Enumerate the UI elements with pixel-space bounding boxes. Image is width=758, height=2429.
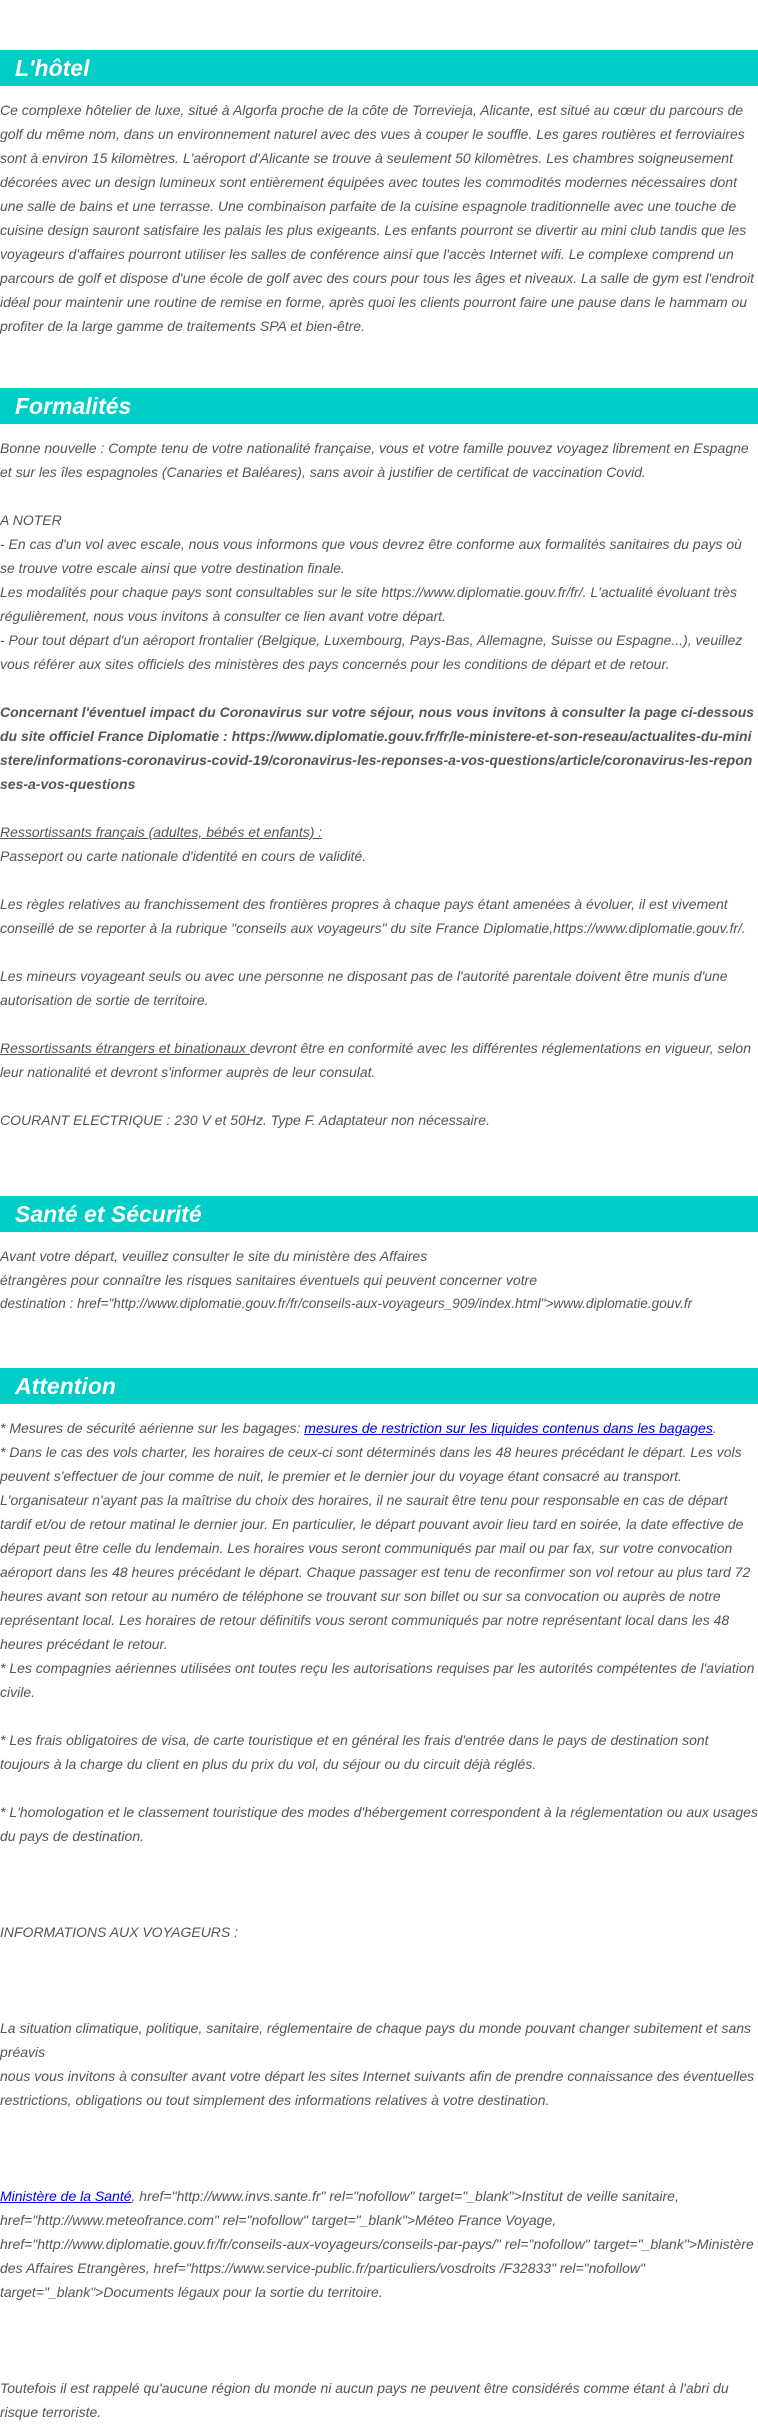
section-header-sante (0, 1196, 758, 1232)
sites-links-rest: , href="http://www.invs.sante.fr" rel="nofollow" target="_blank">Institut de veille sanitaire, href="http://www.meteofrance.com" rel="nofollow" target="_blank">Méteo France Voyage, href="http://www.diplomatie.gouv.fr/fr/conseils-aux-voyageurs/conseils-par-pays/" rel="nofollow" target="_blank">Ministère des Affaires Etrangères, href="https://www.service-public.fr/particuliers/vosdroits /F32833" rel="nofollow" target="_blank">Documents légaux pour la sortie du territoire. (0, 2188, 754, 2300)
coronavirus-notice: Concernant l'éventuel impact du Coronavirus sur votre séjour, nous vous invitons à consulter la page ci-dessous du site officiel France Diplomatie : https://www.diplomatie.gouv.fr/fr/le-ministere-et-son-reseau/actualites-du-ministere/informations-coronavirus-covid-19/coronavirus-les-reponses-a-vos-questions/article/coronavirus-les-reponses-a-vos-questions (0, 704, 755, 792)
note-escale: - En cas d'un vol avec escale, nous vous informons que vous devrez être conforme aux formalités sanitaires du pays où se trouve votre escale ainsi que votre destination finale. (0, 536, 742, 576)
situation-text-1: La situation climatique, politique, sanitaire, réglementaire de chaque pays du monde pouvant changer subitement et sans préavis (0, 2020, 752, 2060)
sante-line-2: étrangères pour connaître les risques sanitaires éventuels qui peuvent concerner votre (0, 1272, 537, 1288)
section-title-sante: Santé et Sécurité (15, 1201, 202, 1227)
note-modalites: Les modalités pour chaque pays sont consultables sur le site https://www.diplomatie.gouv.fr/fr/. L'actualité évoluant très régulièrement, nous vous invitons à consulter ce lien avant votre départ. (0, 584, 738, 624)
section-header-attention (0, 1368, 758, 1404)
mesures-securite-text (0, 1416, 758, 1440)
vols-charter-text: * Dans le cas des vols charter, les horaires de ceux-ci sont déterminés dans les 48 heures précédant le départ. Les vols peuvent s'effectuer de jour comme de nuit, le premier et le dernier jour du voyage étant consacré au transport. L'organisateur n'ayant pas la maîtrise du choix des horaires, il ne saurait être tenu pour responsable en cas de départ tardif et/ou de retour matinal le dernier jour. En particulier, le départ pouvant avoir lieu tard en soirée, la date effective de départ peut être celle du lendemain. Les horaires vous seront communiqués par mail ou par fax, sur votre convocation aéroport dans les 48 heures précédant le départ. Chaque passager est tenu de reconfirmer son vol retour au plus tard 72 heures avant son retour au numéro de téléphone se trouvant sur son billet ou sur sa convocation ou auprès de notre représentant local. Les horaires de retour définitifs vous seront communiqués par notre représentant local dans les 48 heures précédant le retour. (0, 1444, 751, 1652)
mesures-prefix: * Mesures de sécurité aérienne sur les bagages: (0, 1420, 305, 1436)
ressortissants-etrangers-label: Ressortissants étrangers et binationaux (0, 1040, 250, 1056)
regles-frontieres-text: Les règles relatives au franchissement des frontières propres à chaque pays étant amenées à évoluer, il est vivement conseillé de se reporter à la rubrique "conseils aux voyageurs" du site France Diplomatie,https://www.diplomatie.gouv.fr/. (0, 896, 746, 936)
passeport-text: Passeport ou carte nationale d'identité en cours de validité. (0, 848, 367, 864)
section-header-hotel (0, 50, 758, 86)
sante-line-1: Avant votre départ, veuillez consulter le site du ministère des Affaires (0, 1248, 428, 1264)
sante-content (0, 1244, 758, 1316)
infos-voyageurs-heading: INFORMATIONS AUX VOYAGEURS : (0, 1924, 239, 1940)
mesures-suffix: . (712, 1420, 717, 1436)
section-title-attention: Attention (15, 1373, 116, 1399)
courant-electrique-text: COURANT ELECTRIQUE : 230 V et 50Hz. Type F. Adaptateur non nécessaire. (0, 1112, 490, 1128)
ministere-sante-link[interactable]: Ministère de la Santé (0, 2188, 132, 2204)
sante-line-3: destination : href="http://www.diplomatie.gouv.fr/fr/conseils-aux-voyageurs_909/index.html">www.diplomatie.gouv.fr (0, 1296, 693, 1311)
hotel-description (0, 98, 758, 338)
frais-visa-text: * Les frais obligatoires de visa, de carte touristique et en général les frais d'entrée dans le pays de destination sont toujours à la charge du client en plus du prix du vol, du séjour ou du circuit déjà réglés. (0, 1732, 709, 1772)
homologation-text: * L'homologation et le classement touristique des modes d'hébergement correspondent à la réglementation ou aux usages du pays de destination. (0, 1804, 758, 1844)
attention-content (0, 1416, 758, 2424)
terrorisme-text: Toutefois il est rappelé qu'aucune région du monde ni aucun pays ne peuvent être considérés comme étant à l'abri du risque terroriste. (0, 2380, 729, 2420)
formalites-content (0, 436, 758, 1132)
note-aeroport-frontalier: - Pour tout départ d'un aéroport frontalier (Belgique, Luxembourg, Pays-Bas, Allemagne, Suisse ou Espagne...), veuillez vous référer aux sites officiels des ministères des pays concernés pour les conditions de départ et de retour. (0, 632, 743, 672)
ressortissants-francais-label: Ressortissants français (adultes, bébés et enfants) : (0, 824, 323, 840)
section-header-formalites (0, 388, 758, 424)
compagnies-text: * Les compagnies aériennes utilisées ont toutes reçu les autorisations requises par les autorités compétentes de l'aviation civile. (0, 1660, 755, 1700)
hotel-text: Ce complexe hôtelier de luxe, situé à Algorfa proche de la côte de Torrevieja, Alicante, est situé au cœur du parcours de golf du même nom, dans un environnement naturel avec des vues à couper le souffle. Les gares routières et ferroviaires sont à environ 15 kilomètres. L'aéroport d'Alicante se trouve à seulement 50 kilomètres. Les chambres soigneusement décorées avec un design lumineux sont entièrement équipées avec toutes les commodités modernes nécessaires dont une salle de bains et une terrasse. Une combinaison parfaite de la cuisine espagnole traditionnelle avec une touche de cuisine design sauront satisfaire les palais les plus exigeants. Les enfants pourront se divertir au mini club tandis que les voyageurs d'affaires pourront utiliser les salles de conférence ainsi que l'accès Internet wifi. Le complexe comprend un parcours de golf et dispose d'une école de golf avec des cours pour tous les âges et niveaux. La salle de gym est l'endroit idéal pour maintenir une routine de remise en forme, après quoi les clients pourront faire une pause dans le hammam ou profiter de la large gamme de traitements SPA et bien-être. (0, 102, 755, 334)
ressortissants-etrangers-text (0, 1036, 758, 1084)
formalites-intro: Bonne nouvelle : Compte tenu de votre nationalité française, vous et votre famille pouvez voyagez librement en Espagne et sur les îles espagnoles (Canaries et Baléares), sans avoir à justifier de certificat de vaccination Covid. (0, 440, 749, 480)
situation-text-2: nous vous invitons à consulter avant votre départ les sites Internet suivants afin de prendre connaissance des éventuelles restrictions, obligations ou tout simplement des informations relatives à votre destination. (0, 2068, 755, 2108)
section-title-formalites: Formalités (15, 393, 132, 419)
ressortissants-etrangers-rest: devront être en conformité avec les différentes réglementations en vigueur, selon leur nationalité et devront s'informer auprès de leur consulat. (0, 1040, 751, 1080)
a-noter-label: A NOTER (0, 512, 62, 528)
section-title-hotel: L'hôtel (15, 55, 90, 81)
mineurs-text: Les mineurs voyageant seuls ou avec une personne ne disposant pas de l'autorité parentale doivent être munis d'une autorisation de sortie de territoire. (0, 968, 728, 1008)
liquides-restriction-link[interactable]: mesures de restriction sur les liquides contenus dans les bagages (304, 1420, 713, 1436)
sites-links-text (0, 2184, 758, 2304)
